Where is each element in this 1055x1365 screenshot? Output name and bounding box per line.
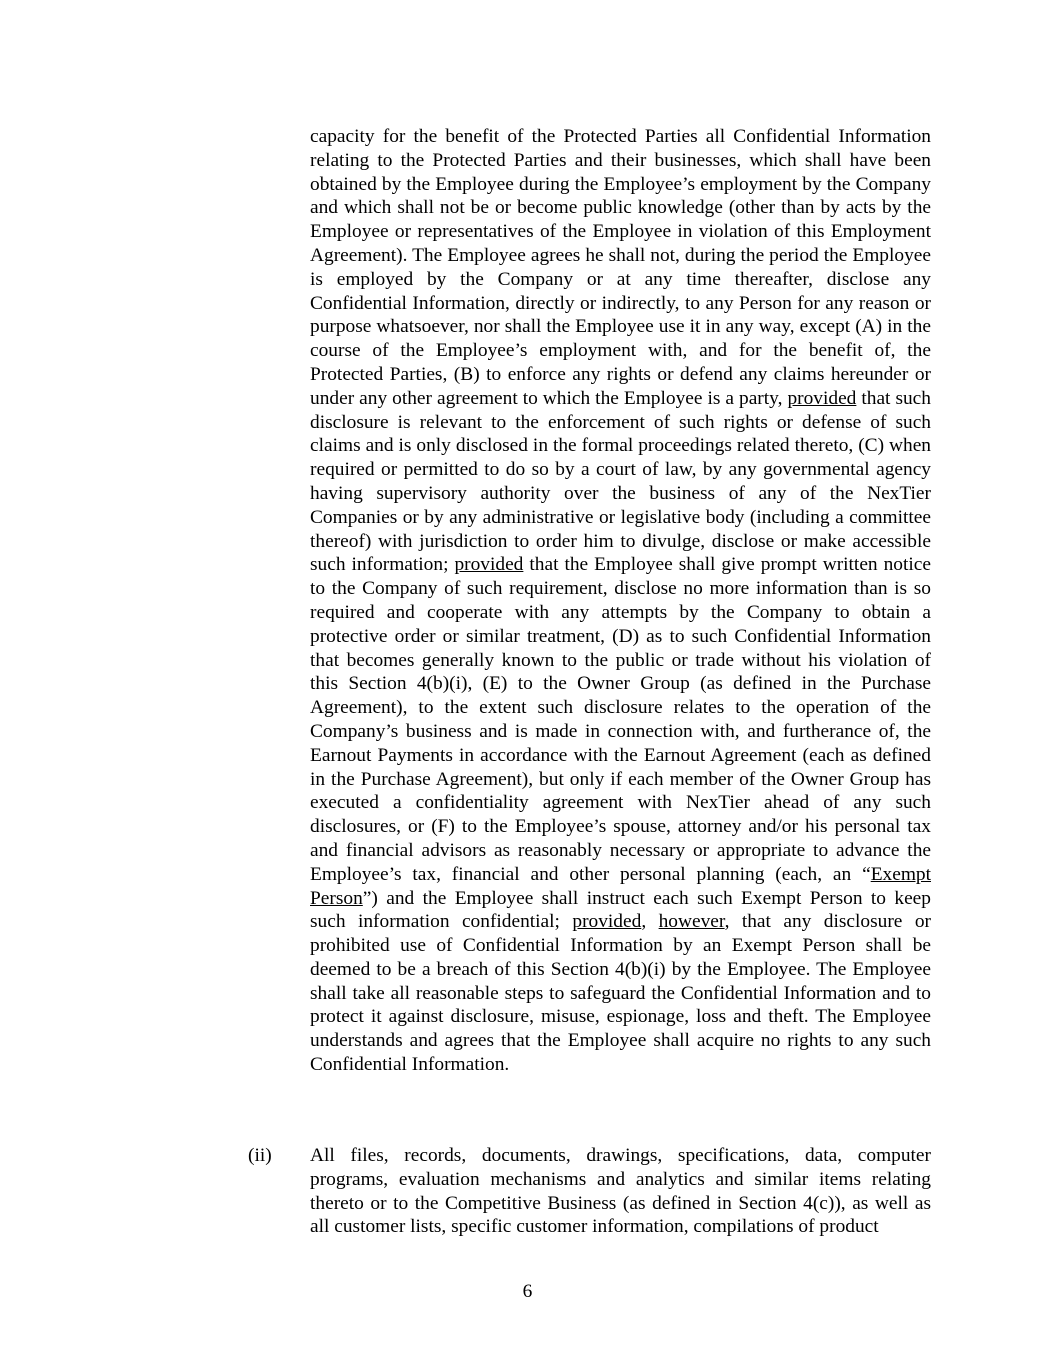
paragraph-i-text-5: , — [641, 911, 659, 933]
paragraph-i-text-3: that the Employee shall give prompt written notice to the Company of such requirement, disclose no more information than is so required and cooperate with any attempts by the Company to obtain a protective order or similar treatment, (D) as to such Confidential Information that becomes generally known to the public or trade without his violation of this Section 4(b)(i), (E) to the Owner Group (as defined in the Purchase Agreement), to the extent such disclosure relates to the operation of the Company’s business and is made in connection with, and furtherance of, the Earnout Payments in accordance with the Earnout Agreement (each as defined in the Purchase Agreement), but only if each member of the Owner Group has executed a confidentiality agreement with NexTier ahead of any such disclosures, or (F) to the Employee’s spouse, attorney and/or his personal tax and financial advisors as reasonably necessary or appropriate to advance the Employee’s tax, financial and other personal planning (each, an “ — [310, 554, 931, 885]
paragraph-ii: All files, records, documents, drawings, specifications, data, computer programs, evaluation mechanisms and analytics and similar items relating thereto or to the Competitive Business (as defined in Section 4(c)), as well as all customer lists, specific customer information, compilations of product — [310, 1145, 931, 1238]
paragraph-i-text-1: capacity for the benefit of the Protected Parties all Confidential Information relating to the Protected Parties and their businesses, which shall have been obtained by the Employee during the Employee’s employment by the Company and which shall not be or become public knowledge (other than by acts by the Employee or representatives of the Employee in violation of this Employment Agreement). The Employee agrees he shall not, during the period the Employee is employed by the Company or at any time thereafter, disclose any Confidential Information, directly or indirectly, to any Person for any reason or purpose whatsoever, nor shall the Employee use it in any way, except (A) in the course of the Employee’s employment with, and for the benefit of, the Protected Parties, (B) to enforce any rights or defend any claims hereunder or under any other agreement to which the Employee is a party, — [310, 126, 931, 409]
paragraph-i-continued — [310, 125, 931, 1077]
paragraph-i-text-2: that such disclosure is relevant to the enforcement of such rights or defense of such claims and is only disclosed in the formal proceedings related thereto, (C) when required or permitted to do so by a court of law, by any governmental agency having supervisory authority over the business of any of the NexTier Companies or by any administrative or legislative body (including a committee thereof) with jurisdiction to order him to divulge, disclose or make accessible such information; — [310, 387, 931, 576]
paragraph-i-text-4: ”) and the Employee shall instruct each such Exempt Person to keep such information confidential; — [310, 887, 931, 933]
underlined-term-provided: provided — [572, 911, 642, 933]
page-number: 6 — [522, 1281, 533, 1302]
underlined-term-provided: provided — [454, 554, 524, 576]
paragraph-i-text-6: , that any disclosure or prohibited use of Confidential Information by an Exempt Person shall be deemed to be a breach of this Section 4(b)(i) by the Employee. The Employee shall take all reasonable steps to safeguard the Confidential Information and to protect it against disclosure, misuse, espionage, loss and theft. The Employee understands and agrees that the Employee shall acquire no rights to any such Confidential Information. — [310, 911, 931, 1076]
paragraph-ii-label: (ii) — [248, 1145, 272, 1166]
underlined-term-however: however — [658, 911, 725, 933]
underlined-term-provided: provided — [787, 387, 857, 409]
underlined-term-exempt-person: Exempt Person — [310, 863, 931, 909]
